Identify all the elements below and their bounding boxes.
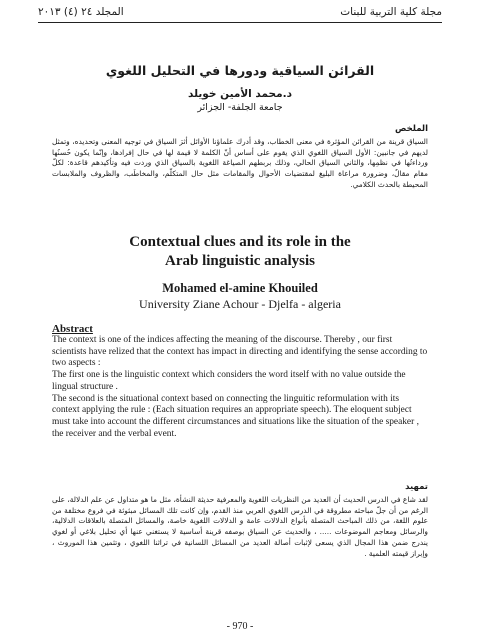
page-number: - 970 -: [226, 621, 254, 632]
volume-info: المجلد ٢٤ (٤) ٢٠١٣: [38, 6, 124, 18]
arabic-intro-heading: تمهيد: [405, 482, 428, 492]
english-abstract-heading: Abstract: [52, 323, 93, 335]
abstract-paragraph-3: The second is the situational context based on connecting the linguitic reformulation with its context applying the rule : (Each situation requires an appropriate speech). The eloquent subject must take into account the different circumstances and situations like the situation of the speaker , the receiver and the verbal event.: [52, 393, 419, 439]
abstract-paragraph-2: The first one is the linguistic context which considers the word itself with no value outside the lingual structure .: [52, 370, 406, 392]
english-abstract: [52, 335, 428, 440]
header-rule: [38, 22, 442, 23]
english-affiliation: University Ziane Achour - Djelfa - algeria: [139, 297, 341, 311]
arabic-abstract-heading: الملخص: [395, 124, 428, 134]
arabic-abstract: السياق قرينة من القرائن المؤثرة في معنى الخطاب، وقد أدرك علماؤنا الأوائل أثرَ السياق في توجيه المعنى وتحديده، وتمثل لديهم في جانبين: الأول السياق اللغوي الذي يقوم على أساس أنّ الكلمة لا قيمة لها في حال إفرادها، وإنّما يكون حُسنُها ورداءتُها في نظمِها، والثاني السياق الحالي، وذلك بربطهم الصياغة اللغوية بالسياق الذي وردت فيه وتأكيدهم قاعدة: لكلّ مقام مقالٌ، وضرورة مراعاة البليغ لمقتضيات الأحوال والمقامات مثل حال المتكلّم، والمخاطَب، والظروف والملابسات المحيطة بالحدث الكلامي.: [52, 137, 428, 189]
arabic-author: د.محمد الأمين خويلد: [188, 88, 292, 100]
running-header: [38, 6, 442, 22]
abstract-paragraph-1: The context is one of the indices affecting the meaning of the discourse. Thereby , our first scientists have relized that the context has impact in directing and identifying the sense according to two aspects :: [52, 335, 428, 369]
arabic-affiliation: جامعة الجلفة- الجزائر: [197, 102, 283, 113]
english-title-line-1: Contextual clues and its role in the: [129, 234, 351, 250]
arabic-intro: لقد شاع في الدرس الحديث أن العديد من النظريات اللغوية والمعرفية حديثة النشأة، مثل ما هو متداول عن علم الدلالة، على الرغم من أن جلّ مباحثه مطروقة في الدرس اللغوي العربي منذ القدم، وإن كانت تلك المسائل مبثوثة في فروع مختلفة من علوم اللغة، من ذلك المباحث المتصلة بأنواع الدلالات عامة و الدلالات اللغوية خاصة، والمسائل المتصلة بالعلاقات الدلالية، والرسائل ومعاجم الموضوعات ..... ، والحديث عن السياق بوصفه قرينة أساسية لا يستغني عنها أي تحليل بلاغي أو لغوي يندرج ضمن هذا المجال الذي يسعى لإثبات أصالة العديد من المسائل اللسانية في تراثنا اللغوي ، وتثمين هذا الموروث ، وإبراز قيمته العلمية .: [52, 495, 428, 558]
arabic-title: القرائن السياقية ودورها في التحليل اللغوي: [105, 63, 375, 78]
journal-name: مجلة كلية التربية للبنات: [340, 6, 442, 18]
english-title-line-2: Arab linguistic analysis: [164, 253, 316, 269]
english-title: [40, 233, 440, 271]
english-author: Mohamed el-amine Khouiled: [162, 281, 318, 295]
